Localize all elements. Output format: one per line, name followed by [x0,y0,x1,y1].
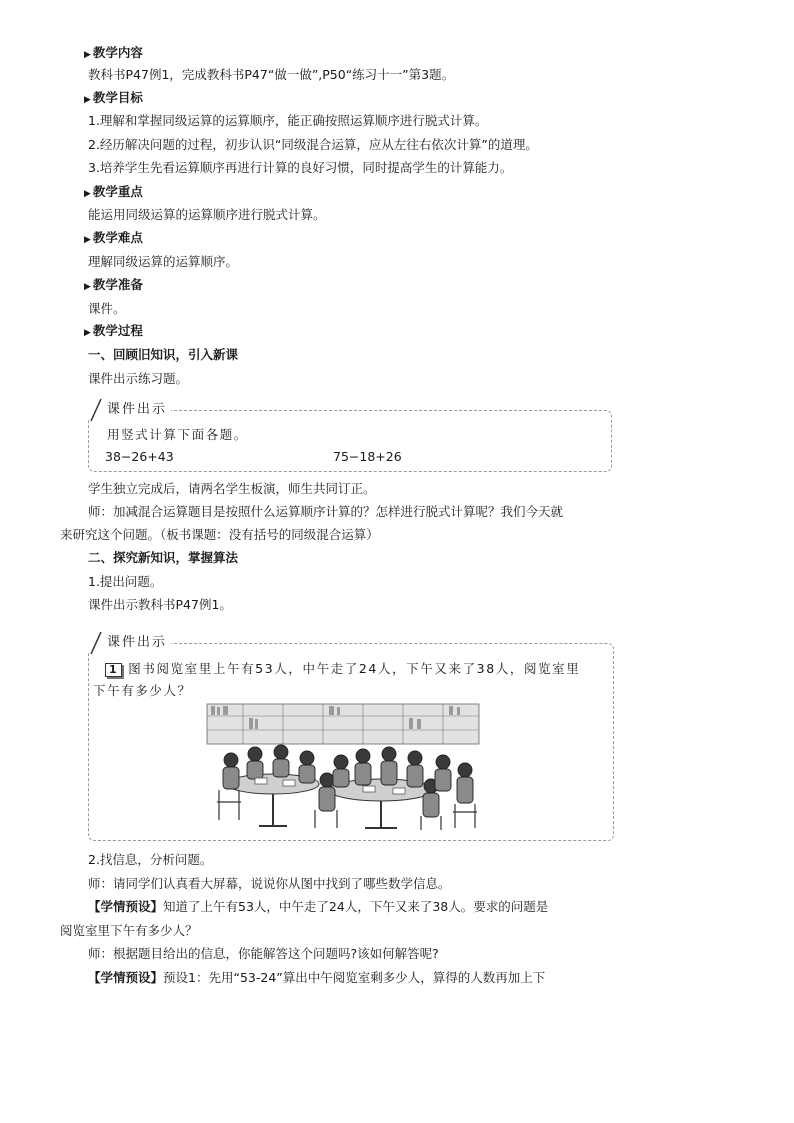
step-1-text: 课件出示教科书P47例1。 [88,597,232,612]
preparation-heading: ▶ 教学准备 [84,277,143,292]
slash-mark-icon [89,398,103,422]
example-line-2: 下午有多少人？ [93,683,192,698]
difficulty-heading: ▶ 教学难点 [84,230,143,245]
situation-preset-tag: 【学情预设】 [88,970,164,985]
courseware-box-2 [88,635,614,841]
step-1: 1.提出问题。 [88,574,163,589]
goal-1: 1.理解和掌握同级运算的运算顺序，能正确按照运算顺序进行脱式计算。 [88,113,488,128]
triangle-bullet-icon: ▶ [84,189,91,199]
preset-2: 【学情预设】预设1：先用“53-24”算出中午阅览室剩多少人，算得的人数再加上下 [88,970,546,985]
expression-2: 75−18+26 [333,449,402,464]
teacher-question-2: 师：根据题目给出的信息，你能解答这个问题吗?该如何解答呢? [88,946,439,961]
content-heading: ▶ 教学内容 [84,45,143,60]
part1-intro: 课件出示练习题。 [88,371,189,386]
expression-1: 38−26+43 [105,449,174,464]
courseware-box-1 [88,402,612,472]
triangle-bullet-icon: ▶ [84,282,91,292]
teacher-line-2: 来研究这个问题。（板书课题：没有括号的同级混合运算） [60,527,379,542]
goal-2: 2.经历解决问题的过程，初步认识“同级混合运算，应从左往右依次计算”的道理。 [88,137,538,152]
courseware-title: 课件出示 [87,635,171,651]
part1-title: 一、回顾旧知识，引入新课 [88,347,239,362]
reading-room-illustration [203,702,483,832]
triangle-bullet-icon: ▶ [84,235,91,245]
goals-heading: ▶ 教学目标 [84,90,143,105]
courseware-title: 课件出示 [87,402,171,418]
process-heading: ▶ 教学过程 [84,323,143,338]
teacher-question-1: 师：请同学们认真看大屏幕，说说你从图中找到了哪些数学信息。 [88,876,451,891]
triangle-bullet-icon: ▶ [84,50,91,60]
teacher-line-1: 师：加减混合运算题目是按照什么运算顺序计算的？怎样进行脱式计算呢？我们今天就 [88,504,564,519]
goal-3: 3.培养学生先看运算顺序再进行计算的良好习惯，同时提高学生的计算能力。 [88,160,513,175]
preset-1-line-2: 阅览室里下午有多少人？ [60,923,198,938]
preset-1-line-1: 【学情预设】知道了上午有53人，中午走了24人，下午又来了38人。要求的问题是 [88,899,549,914]
preparation-text: 课件。 [88,301,126,316]
after-text: 学生独立完成后，请两名学生板演，师生共同订正。 [88,481,376,496]
example-line-1: 1 图书阅览室里上午有53人，中午走了24人，下午又来了38人，阅览室里 [105,660,580,678]
slash-mark-icon [89,631,103,655]
example-number-badge: 1 [105,663,122,677]
box-instruction: 用竖式计算下面各题。 [107,427,249,442]
step-2: 2.找信息，分析问题。 [88,852,213,867]
part2-title: 二、探究新知识，掌握算法 [88,550,239,565]
triangle-bullet-icon: ▶ [84,95,91,105]
difficulty-text: 理解同级运算的运算顺序。 [88,254,239,269]
key-heading: ▶ 教学重点 [84,184,143,199]
triangle-bullet-icon: ▶ [84,328,91,338]
key-text: 能运用同级运算的运算顺序进行脱式计算。 [88,207,326,222]
content-text: 教科书P47例1，完成教科书P47“做一做”,P50“练习十一”第3题。 [88,67,455,82]
situation-preset-tag: 【学情预设】 [88,899,164,914]
